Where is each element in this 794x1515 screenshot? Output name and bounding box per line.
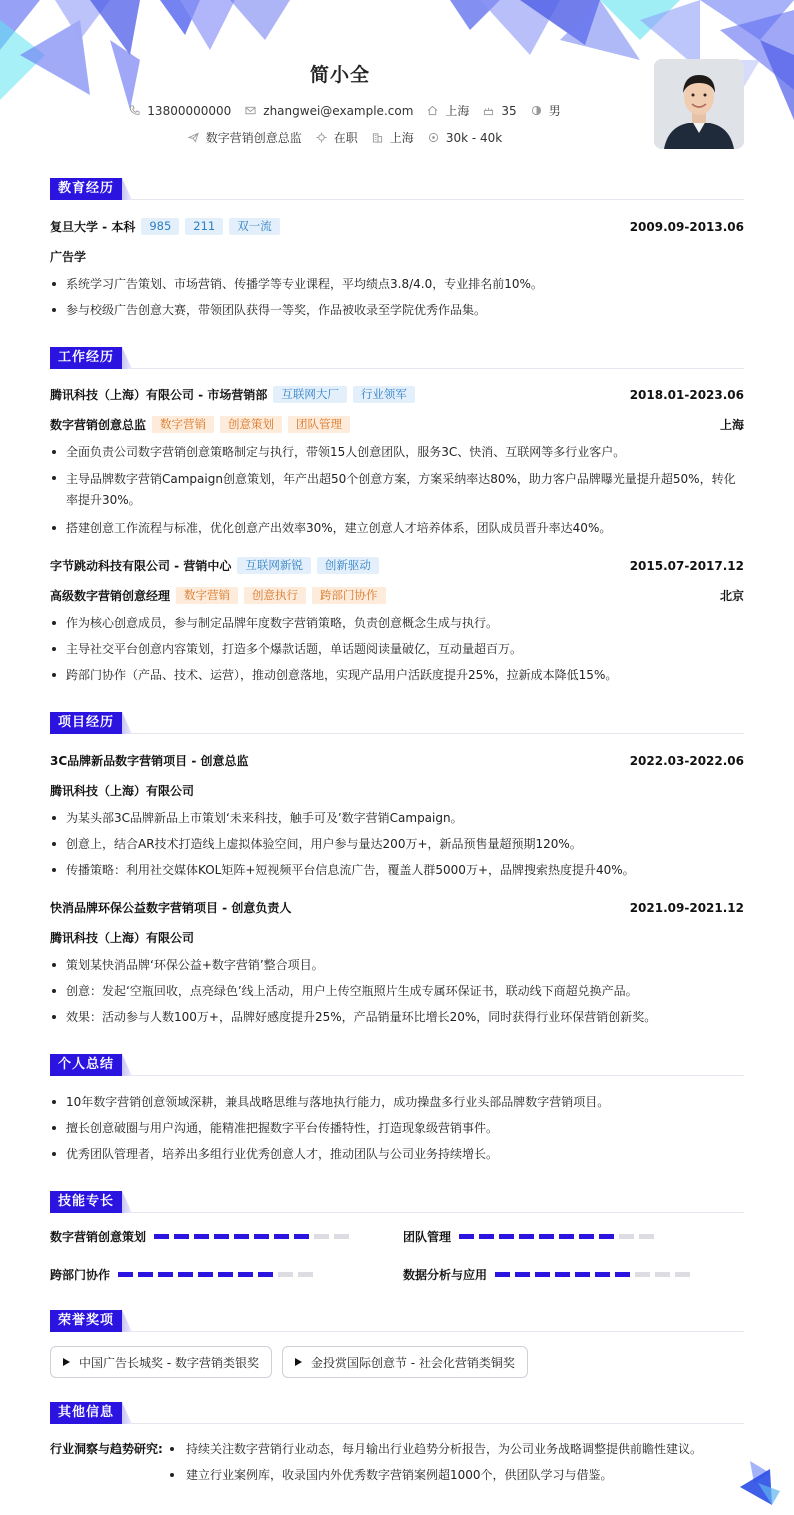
skills-section-title: 技能专长: [50, 1191, 122, 1213]
list-item: 主导社交平台创意内容策划，打造多个爆款话题，单话题阅读量破亿，互动量超百万。: [50, 640, 744, 658]
work-section-title: 工作经历: [50, 347, 122, 369]
summary-section-header: [50, 1054, 744, 1076]
company-tag: 行业领军: [353, 386, 415, 403]
school-tag: 211: [185, 218, 223, 235]
work-entry-head: [50, 386, 744, 403]
awards-section: [50, 1310, 744, 1378]
skill-bar-filled: [258, 1272, 273, 1277]
skill-item: [50, 1266, 403, 1283]
company-tag: 互联网大厂: [273, 386, 347, 403]
skill-bar-empty: [278, 1272, 293, 1277]
skill-bar-empty: [619, 1234, 634, 1239]
skill-bar-filled: [254, 1234, 269, 1239]
role-title: 数字营销创意总监: [50, 418, 147, 432]
skill-bar-filled: [595, 1272, 610, 1277]
phone-icon: [129, 105, 140, 116]
list-item: 跨部门协作（产品、技术、运营），推动创意落地，实现产品用户活跃度提升25%，拉新成本降低15%。: [50, 666, 744, 684]
education-period: 2009.09-2013.06: [629, 219, 744, 234]
company-tag: 互联网新锐: [237, 557, 311, 574]
work-bullets: [50, 614, 744, 684]
avatar-portrait-icon: [654, 59, 744, 149]
role-head: [50, 416, 744, 433]
role-tag: 数字营销: [176, 587, 238, 604]
list-item: 参与校级广告创意大赛，带领团队获得一等奖，作品被收录至学院优秀作品集。: [50, 301, 744, 319]
section-title-tail: [122, 1191, 132, 1213]
skill-bar-empty: [298, 1272, 313, 1277]
projects-section-title: 项目经历: [50, 712, 122, 734]
section-title-tail: [122, 347, 132, 369]
project-company: 腾讯科技（上海）有限公司: [50, 931, 195, 945]
gender-item: [531, 102, 561, 119]
skill-bar-empty: [639, 1234, 654, 1239]
skill-bar-filled: [515, 1272, 530, 1277]
corner-decoration: [740, 1461, 780, 1505]
building-icon: [372, 132, 383, 143]
skill-bar-filled: [118, 1272, 133, 1277]
skill-bar-filled: [274, 1234, 289, 1239]
skill-bar-filled: [459, 1234, 474, 1239]
skill-bar-filled: [539, 1234, 554, 1239]
role-title: 高级数字营销创意经理: [50, 589, 171, 603]
role-tag: 跨部门协作: [312, 587, 386, 604]
education-bullets: [50, 275, 744, 319]
award-name: 中国广告长城奖 - 数字营销类银奖: [79, 1355, 259, 1370]
skill-name: 跨部门协作: [50, 1268, 111, 1282]
skill-bar-filled: [218, 1272, 233, 1277]
candidate-name: 简小全: [309, 64, 370, 86]
section-title-tail: [122, 1054, 132, 1076]
skill-bar-filled: [214, 1234, 229, 1239]
job-intent-row: [0, 129, 690, 146]
school-tag: 985: [141, 218, 179, 235]
major: 广告学: [50, 250, 87, 264]
awards-section-title: 荣誉奖项: [50, 1310, 122, 1332]
skills-section-header: [50, 1191, 744, 1213]
section-title-tail: [122, 712, 132, 734]
contact-row: [0, 102, 690, 119]
other-info-row: [50, 1436, 744, 1488]
city-item: [372, 129, 414, 146]
company-name: 字节跳动科技有限公司 - 营销中心: [50, 559, 232, 573]
section-title-tail: [122, 1310, 132, 1332]
send-icon: [188, 132, 199, 143]
skill-bar-empty: [655, 1272, 670, 1277]
skill-bar-filled: [294, 1234, 309, 1239]
projects-section-header: [50, 712, 744, 734]
list-item: 传播策略：利用社交媒体KOL矩阵+短视频平台信息流广告，覆盖人群5000万+，品牌搜索热度提升40%。: [50, 861, 744, 879]
play-triangle-icon: [295, 1358, 302, 1366]
role-tag: 数字营销: [152, 416, 214, 433]
award-chip: [282, 1346, 528, 1378]
age-value: 35: [501, 103, 517, 118]
work-city: 北京: [719, 589, 744, 603]
skill-bar-filled: [495, 1272, 510, 1277]
other-info-label: 行业洞察与趋势研究:: [50, 1442, 163, 1456]
role-head: [50, 587, 744, 604]
education-entry-head: [50, 218, 744, 235]
summary-section: [50, 1054, 744, 1163]
skill-bar-filled: [535, 1272, 550, 1277]
summary-section-title: 个人总结: [50, 1054, 122, 1076]
project-company: 腾讯科技（上海）有限公司: [50, 784, 195, 798]
city-value: 上海: [389, 131, 414, 145]
skill-level-bars: [118, 1272, 318, 1277]
list-item: 擅长创意破圈与用户沟通，能精准把握数字平台传播特性，打造现象级营销事件。: [50, 1119, 744, 1137]
list-item: 优秀团队管理者，培养出多组行业优秀创意人才，推动团队与公司业务持续增长。: [50, 1145, 744, 1163]
summary-bullets: [50, 1093, 744, 1163]
list-item: 作为核心创意成员，参与制定品牌年度数字营销策略，负责创意概念生成与执行。: [50, 614, 744, 632]
skill-item: [403, 1228, 744, 1245]
skill-bar-empty: [635, 1272, 650, 1277]
awards-list: [50, 1346, 744, 1378]
phone-value: 13800000000: [147, 103, 232, 118]
other-section: [50, 1402, 744, 1488]
age-item: [483, 104, 516, 118]
other-section-header: [50, 1402, 744, 1424]
skill-bar-filled: [158, 1272, 173, 1277]
status-item: [316, 129, 358, 146]
skill-level-bars: [154, 1234, 354, 1239]
award-chip: [50, 1346, 272, 1378]
skill-bar-filled: [198, 1272, 213, 1277]
location-item: [427, 102, 469, 119]
skill-item: [403, 1266, 744, 1283]
project-title: 快消品牌环保公益数字营销项目 - 创意负责人: [50, 901, 292, 915]
status-icon: [316, 132, 327, 143]
other-info-list: [168, 1436, 702, 1488]
resume-header: [0, 0, 794, 170]
project-title: 3C品牌新品数字营销项目 - 创意总监: [50, 754, 249, 768]
mail-icon: [245, 105, 256, 116]
skill-bar-filled: [555, 1272, 570, 1277]
list-item: 系统学习广告策划、市场营销、传播学等专业课程，平均绩点3.8/4.0，专业排名前10%。: [50, 275, 744, 293]
role-tag: 创意执行: [244, 587, 306, 604]
skill-name: 团队管理: [403, 1230, 452, 1244]
list-item: 效果：活动参与人数100万+，品牌好感度提升25%，产品销量环比增长20%，同时获得行业环保营销创新奖。: [50, 1008, 744, 1026]
skill-bar-filled: [194, 1234, 209, 1239]
school-name: 复旦大学 - 本科: [50, 220, 136, 234]
work-period: 2015.07-2017.12: [629, 558, 744, 573]
project-period: 2022.03-2022.06: [629, 753, 744, 768]
awards-section-header: [50, 1310, 744, 1332]
section-title-tail: [122, 178, 132, 200]
play-triangle-icon: [63, 1358, 70, 1366]
list-item: 为某头部3C品牌新品上市策划‘未来科技，触手可及’数字营销Campaign。: [50, 809, 744, 827]
skill-bar-empty: [334, 1234, 349, 1239]
project-bullets: [50, 956, 744, 1026]
skill-bar-filled: [559, 1234, 574, 1239]
age-icon: [483, 105, 494, 116]
award-name: 金投赏国际创意节 - 社会化营销类铜奖: [310, 1355, 515, 1370]
work-section-header: [50, 347, 744, 369]
salary-item: [428, 131, 502, 145]
list-item: 主导品牌数字营销Campaign创意策划，年产出超50个创意方案，方案采纳率达80%，助力客户品牌曝光量提升超50%，转化率提升30%。: [50, 469, 744, 511]
education-section: [50, 178, 744, 319]
skill-bar-filled: [499, 1234, 514, 1239]
skill-bar-filled: [575, 1272, 590, 1277]
skill-item: [50, 1228, 403, 1245]
skill-bar-filled: [579, 1234, 594, 1239]
skill-bar-filled: [138, 1272, 153, 1277]
project-bullets: [50, 809, 744, 879]
avatar: [654, 59, 744, 149]
work-city: 上海: [719, 418, 744, 432]
project-period: 2021.09-2021.12: [629, 900, 744, 915]
education-section-title: 教育经历: [50, 178, 122, 200]
skill-bar-filled: [174, 1234, 189, 1239]
work-section: [50, 347, 744, 684]
list-item: 持续关注数字营销行业动态，每月输出行业趋势分析报告，为公司业务战略调整提供前瞻性建议。: [168, 1436, 702, 1462]
skill-bar-filled: [238, 1272, 253, 1277]
location-value: 上海: [445, 104, 470, 118]
position-item: [188, 129, 302, 146]
projects-section: [50, 712, 744, 1026]
list-item: 创意：发起‘空瓶回收，点亮绿色’线上活动，用户上传空瓶照片生成专属环保证书，联动线下商超兑换产品。: [50, 982, 744, 1000]
skill-level-bars: [495, 1272, 695, 1277]
skill-bar-empty: [675, 1272, 690, 1277]
role-tag: 创意策划: [220, 416, 282, 433]
skill-bar-empty: [314, 1234, 329, 1239]
list-item: 策划某快消品牌‘环保公益+数字营销’整合项目。: [50, 956, 744, 974]
home-icon: [427, 105, 438, 116]
position-value: 数字营销创意总监: [205, 131, 302, 145]
work-entry-head: [50, 557, 744, 574]
skill-bar-filled: [178, 1272, 193, 1277]
project-entry-head: [50, 752, 744, 769]
project-entry-head: [50, 899, 744, 916]
list-item: 创意上，结合AR技术打造线上虚拟体验空间，用户参与量达200万+，新品预售量超预期120%。: [50, 835, 744, 853]
gender-value: 男: [548, 104, 561, 118]
skills-section: [50, 1191, 744, 1283]
work-period: 2018.01-2023.06: [629, 387, 744, 402]
company-tag: 创新驱动: [317, 557, 379, 574]
skill-name: 数据分析与应用: [403, 1268, 488, 1282]
role-tag: 团队管理: [288, 416, 350, 433]
school-tag: 双一流: [229, 218, 280, 235]
gender-icon: [531, 105, 542, 116]
skill-bar-filled: [234, 1234, 249, 1239]
skill-bar-filled: [479, 1234, 494, 1239]
skill-name: 数字营销创意策划: [50, 1230, 147, 1244]
salary-icon: [428, 132, 439, 143]
email-item: [245, 104, 413, 118]
salary-value: 30k - 40k: [445, 130, 503, 145]
list-item: 全面负责公司数字营销创意策略制定与执行，带领15人创意团队，服务3C、快消、互联网等多行业客户。: [50, 443, 744, 461]
phone-item: [129, 104, 231, 118]
skill-bar-filled: [154, 1234, 169, 1239]
section-title-tail: [122, 1402, 132, 1424]
skill-level-bars: [459, 1234, 659, 1239]
work-bullets: [50, 443, 744, 537]
email-value: zhangwei@example.com: [263, 103, 414, 118]
company-name: 腾讯科技（上海）有限公司 - 市场营销部: [50, 388, 268, 402]
other-section-title: 其他信息: [50, 1402, 122, 1424]
status-value: 在职: [333, 131, 358, 145]
list-item: 建立行业案例库，收录国内外优秀数字营销案例超1000个，供团队学习与借鉴。: [168, 1462, 702, 1488]
skill-bar-filled: [519, 1234, 534, 1239]
list-item: 搭建创意工作流程与标准，优化创意产出效率30%，建立创意人才培养体系，团队成员晋升率达40%。: [50, 519, 744, 537]
skill-bar-filled: [599, 1234, 614, 1239]
list-item: 10年数字营销创意领域深耕，兼具战略思维与落地执行能力，成功操盘多行业头部品牌数字营销项目。: [50, 1093, 744, 1111]
skills-grid: [50, 1228, 744, 1283]
education-section-header: [50, 178, 744, 200]
skill-bar-filled: [615, 1272, 630, 1277]
